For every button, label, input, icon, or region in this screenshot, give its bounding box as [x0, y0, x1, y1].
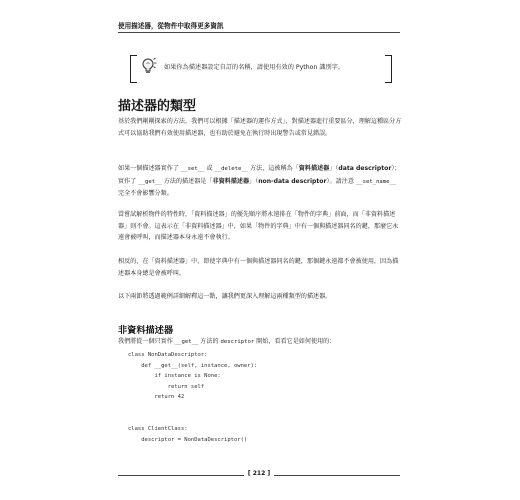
subsection-intro — [118, 336, 404, 349]
section-title: 描述器的類型 — [118, 99, 197, 114]
page-number: [ 212 ] — [247, 470, 271, 477]
text: ）；實作了 — [118, 165, 401, 185]
code-line: descriptor = NonDataDescriptor() — [128, 436, 248, 443]
text: ）。請注意 — [326, 177, 354, 185]
paragraph-data-descriptor: 相反的，在「資料描述器」中，即使字典中有一個與描述器同名的鍵，那個鍵永遠都不會被使用，因為描述器本身總是會被呼叫。 — [118, 258, 399, 277]
tip-text: 如果你為描述器設定自訂的名稱，請使用有效的 Python 識別字。 — [164, 64, 345, 71]
paragraph-intro: 基於我們剛剛探索的方法，我們可以根據「描述器的運作方式」，對描述器進行重要區分，理解這種區分方式可以協助我們有效使用描述器，也有助於避免在執行時出現警告或常見錯誤。 — [118, 118, 402, 137]
code-delete: __delete__ — [214, 166, 249, 172]
text: 開始，看看它是如何使用的： — [256, 338, 336, 345]
code-set-name: __set_name__ — [355, 178, 397, 185]
code-block — [128, 350, 257, 445]
code-get: __get__ — [174, 339, 199, 345]
tip-right-bracket — [385, 55, 392, 83]
text: 方法的 — [200, 338, 219, 345]
code-set: __set__ — [180, 166, 205, 172]
term-non-data-descriptor-en: non-data descriptor — [258, 177, 327, 185]
text: 方法，這被稱為「 — [250, 165, 299, 172]
code-line: return self — [128, 383, 205, 390]
code-line: if instance is None: — [128, 373, 221, 380]
tip-box — [130, 55, 392, 81]
text: 」（ — [249, 177, 259, 185]
paragraph-precedence: 當嘗試解析物件的特性時，「資料描述器」的優先順序將永遠排在「物件的字典」前面，而「非資料描述器」則不會。這表示在「非資料描述器」中，如果「物件的字典」中有一個與描述器同名的鍵，那麼它永遠會被呼叫，而描述器本身永遠不會執行。 — [118, 211, 399, 242]
code-line: class NonDataDescriptor: — [128, 352, 208, 358]
code-descriptor: descriptor — [220, 339, 255, 345]
term-data-descriptor: 資料描述器 — [298, 165, 330, 172]
header-rule — [118, 32, 400, 33]
term-data-descriptor-en: data descriptor — [338, 165, 392, 172]
code-line: def __get__(self, instance, owner): — [128, 362, 258, 369]
text: 或 — [206, 165, 213, 172]
text: 方法的描述器是「 — [163, 177, 213, 185]
paragraph-classification — [118, 163, 404, 200]
term-non-data-descriptor: 非資料描述器 — [212, 177, 250, 185]
subsection-title: 非資料描述器 — [118, 325, 174, 336]
code-line: class ClientClass: — [128, 426, 188, 433]
code-line: return 42 — [128, 394, 185, 401]
paragraph-next: 以下兩節將透過範例詳細解釋這一點，讓我們更深入理解這兩種類型的描述器。 — [118, 293, 332, 300]
text: 我們將從一個只實作 — [118, 338, 173, 345]
text: 完全不會影響分類。 — [118, 190, 173, 198]
running-header: 使用描述器，從物件中取得更多資訊 — [118, 22, 224, 30]
text: 」（ — [329, 165, 339, 172]
code-get: __get__ — [138, 178, 162, 185]
footer-rule-left — [118, 475, 244, 476]
footer-rule-right — [274, 475, 400, 476]
lightbulb-icon — [141, 57, 159, 77]
text: 如果一個描述器實作了 — [118, 165, 179, 172]
tip-left-bracket — [130, 55, 137, 83]
